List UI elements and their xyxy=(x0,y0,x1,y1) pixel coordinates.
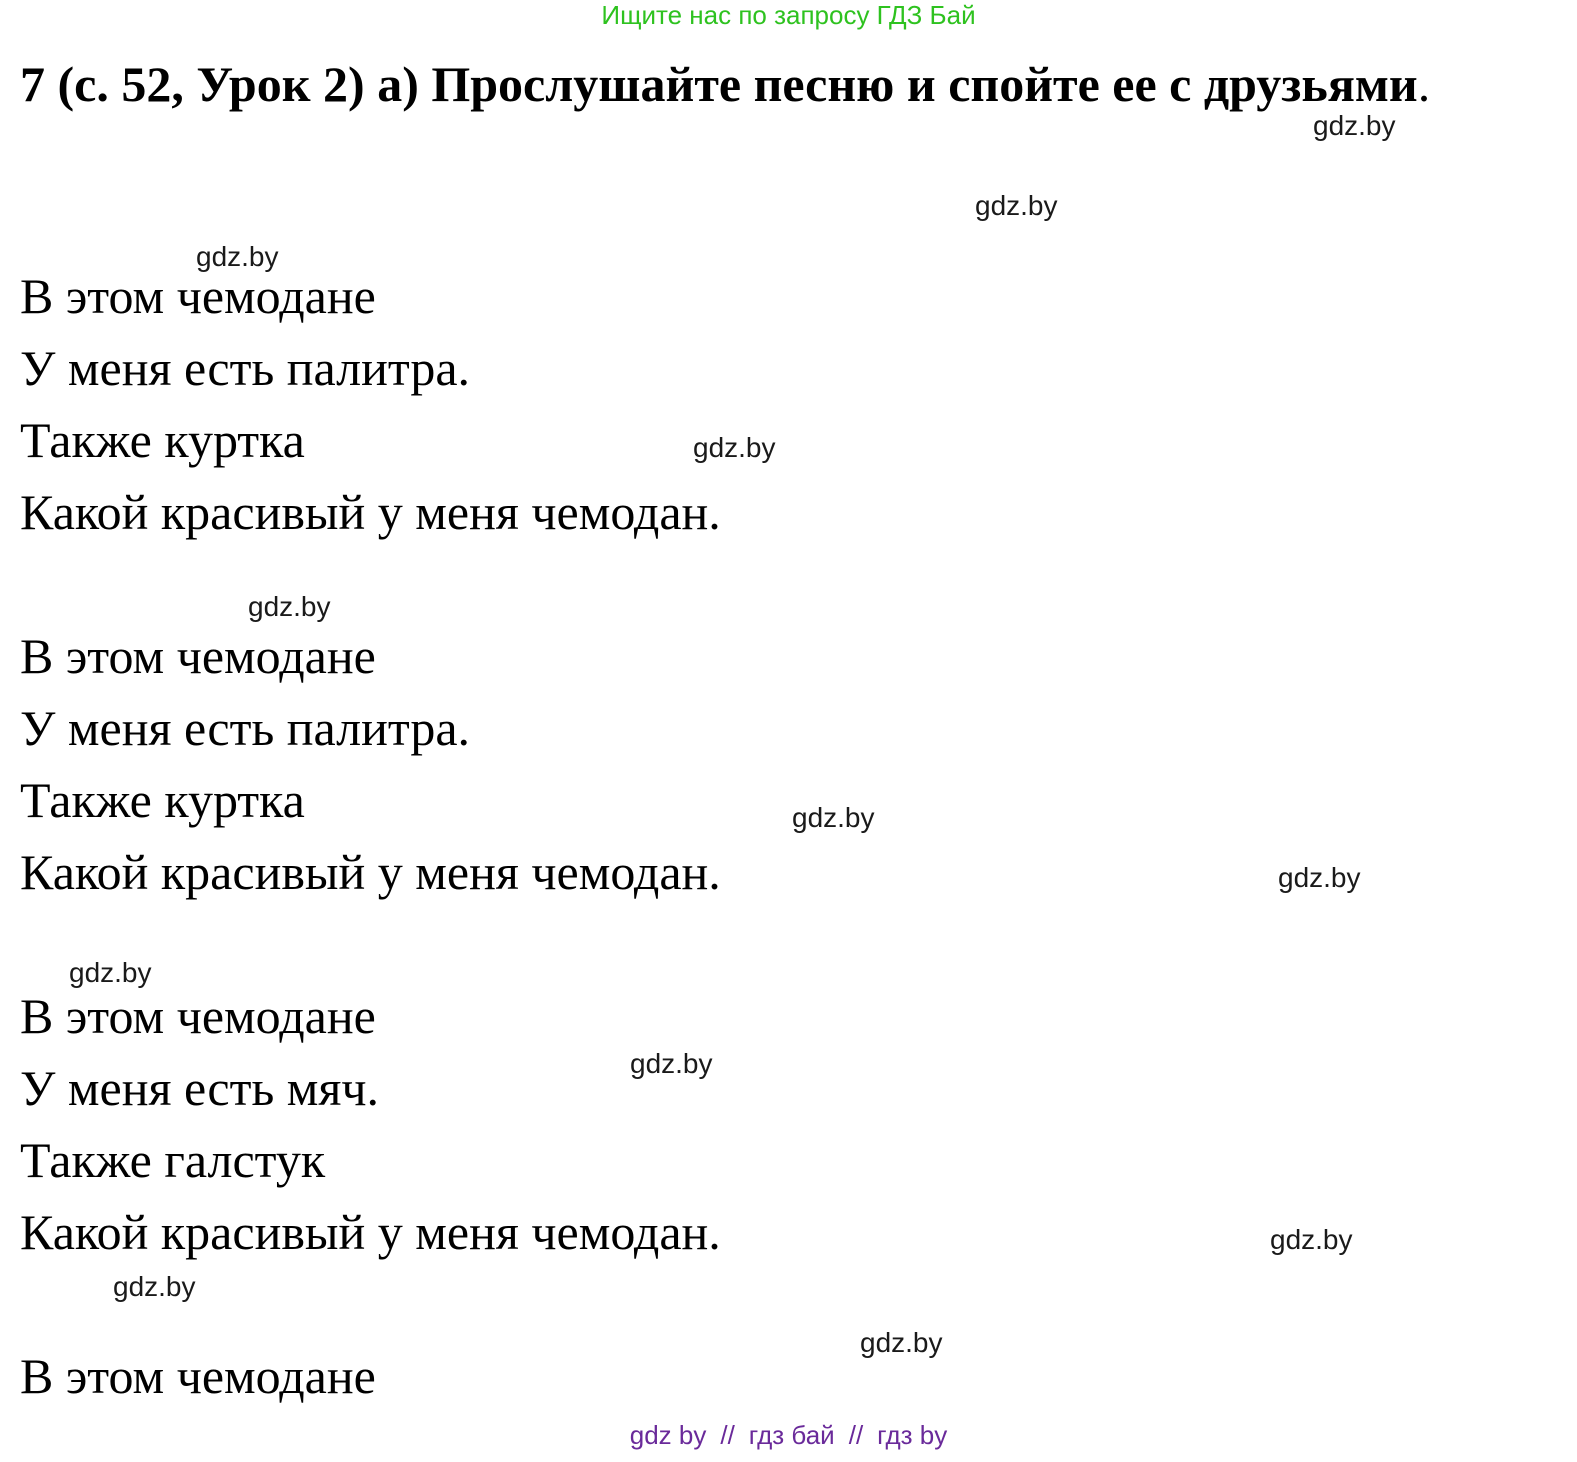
footer-watermark xyxy=(0,1419,1577,1451)
lyric-line: У меня есть мяч. xyxy=(20,1060,380,1116)
exercise-title-text: 7 (с. 52, Урок 2) а) Прослушайте песню и спойте ее с друзьями xyxy=(20,56,1418,112)
footer-text: гдз by xyxy=(877,1420,948,1450)
lyric-line: Какой красивый у меня чемодан. xyxy=(20,484,721,540)
watermark: gdz.by xyxy=(1270,1224,1353,1255)
lyric-line: Какой красивый у меня чемодан. xyxy=(20,844,721,900)
stanza-3 xyxy=(20,980,721,1268)
footer-separator: // xyxy=(848,1420,864,1450)
lyric-line: Также куртка xyxy=(20,412,305,468)
lyric-line: У меня есть палитра. xyxy=(20,340,471,396)
lyric-line: Какой красивый у меня чемодан. xyxy=(20,1204,721,1260)
stanza-1 xyxy=(20,260,721,548)
lyric-line: У меня есть палитра. xyxy=(20,700,471,756)
watermark: gdz.by xyxy=(693,432,776,463)
lyric-line: В этом чемодане xyxy=(20,1348,376,1404)
watermark: gdz.by xyxy=(860,1327,943,1358)
watermark: gdz.by xyxy=(792,802,875,833)
footer-separator: // xyxy=(720,1420,735,1450)
watermark: gdz.by xyxy=(248,591,331,622)
watermark: gdz.by xyxy=(630,1048,713,1079)
watermark: gdz.by xyxy=(196,241,279,272)
footer-text: gdz by xyxy=(629,1420,707,1450)
stanza-2 xyxy=(20,620,721,908)
footer-text: гдз бай xyxy=(748,1420,835,1450)
lyric-line: В этом чемодане xyxy=(20,268,376,324)
watermark: gdz.by xyxy=(69,957,152,988)
watermark: gdz.by xyxy=(1313,110,1396,141)
watermark: gdz.by xyxy=(975,190,1058,221)
lyric-line: В этом чемодане xyxy=(20,628,376,684)
lyric-line: В этом чемодане xyxy=(20,988,376,1044)
watermark: gdz.by xyxy=(1278,862,1361,893)
top-banner: Ищите нас по запросу ГДЗ Бай xyxy=(601,0,976,30)
exercise-title-period: . xyxy=(1417,56,1431,112)
lyric-line: Также куртка xyxy=(20,772,305,828)
watermark: gdz.by xyxy=(113,1271,196,1302)
stanza-4 xyxy=(20,1340,376,1412)
lyric-line: Также галстук xyxy=(20,1132,326,1188)
